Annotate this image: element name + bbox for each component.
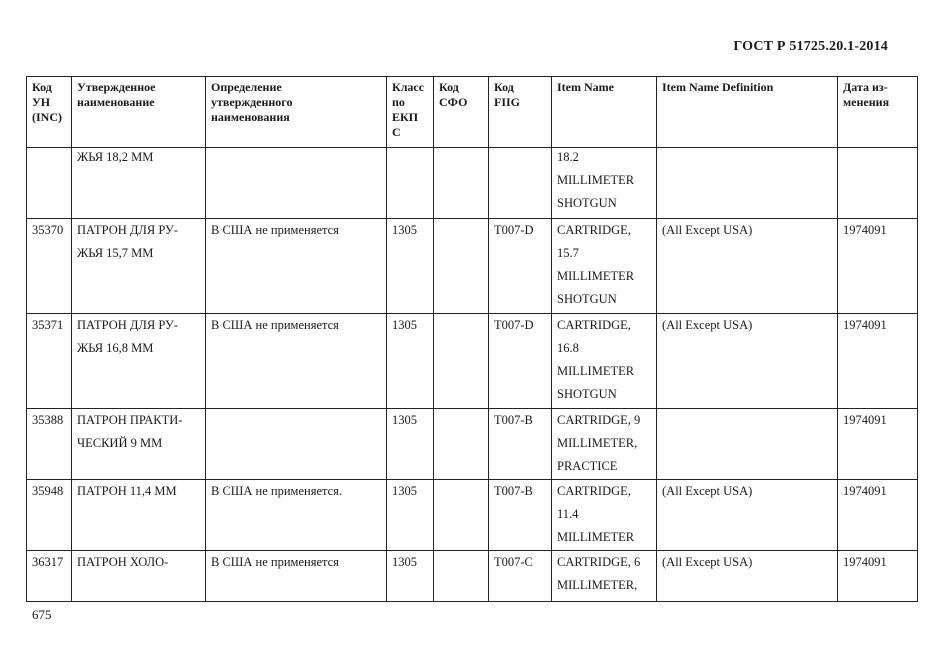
cell-class: 1305 (387, 219, 434, 314)
page-number: 675 (32, 607, 52, 622)
table-row (27, 314, 918, 409)
column-header-change-date: Дата из- менения (838, 77, 918, 148)
cell-inc: 35948 (27, 480, 72, 551)
standard-number-header: ГОСТ Р 51725.20.1-2014 (733, 39, 888, 54)
cell-approved-name: ПАТРОН ХОЛО- (72, 551, 206, 602)
cell-approved-name: ЖЬЯ 18,2 ММ (72, 148, 206, 219)
cell-item-name-definition: (All Except USA) (657, 551, 838, 602)
table-row (27, 551, 918, 602)
column-header-sfo: Код СФО (434, 77, 489, 148)
column-header-fiig: Код FIIG (489, 77, 552, 148)
cell-sfo (434, 409, 489, 480)
table-row (27, 219, 918, 314)
cell-definition: В США не применяется (206, 314, 387, 409)
cell-fiig: T007-D (489, 314, 552, 409)
cell-inc: 36317 (27, 551, 72, 602)
cell-change-date: 1974091 (838, 314, 918, 409)
cell-item-name-definition (657, 148, 838, 219)
cell-class: 1305 (387, 314, 434, 409)
cell-item-name-definition: (All Except USA) (657, 314, 838, 409)
cell-item-name: CARTRIDGE, 6 MILLIMETER, (552, 551, 657, 602)
cell-item-name: CARTRIDGE, 9 MILLIMETER, PRACTICE (552, 409, 657, 480)
cell-change-date: 1974091 (838, 409, 918, 480)
cell-approved-name: ПАТРОН ПРАКТИ- ЧЕСКИЙ 9 ММ (72, 409, 206, 480)
cell-inc (27, 148, 72, 219)
cell-item-name: CARTRIDGE, 11.4 MILLIMETER (552, 480, 657, 551)
cell-change-date: 1974091 (838, 480, 918, 551)
cell-sfo (434, 219, 489, 314)
cell-item-name-definition: (All Except USA) (657, 219, 838, 314)
cell-class (387, 148, 434, 219)
cell-approved-name: ПАТРОН 11,4 ММ (72, 480, 206, 551)
cell-fiig: T007-B (489, 480, 552, 551)
cell-sfo (434, 314, 489, 409)
cell-change-date: 1974091 (838, 551, 918, 602)
cell-item-name: 18.2 MILLIMETER SHOTGUN (552, 148, 657, 219)
table-row (27, 409, 918, 480)
cell-definition (206, 409, 387, 480)
cell-fiig: T007-D (489, 219, 552, 314)
cell-fiig: T007-C (489, 551, 552, 602)
cell-sfo (434, 551, 489, 602)
cell-inc: 35388 (27, 409, 72, 480)
column-header-item-name: Item Name (552, 77, 657, 148)
cell-item-name: CARTRIDGE, 16.8 MILLIMETER SHOTGUN (552, 314, 657, 409)
cell-definition (206, 148, 387, 219)
column-header-class: Класс по ЕКП С (387, 77, 434, 148)
table-row (27, 480, 918, 551)
column-header-definition: Определение утвержденного наименования (206, 77, 387, 148)
cell-approved-name: ПАТРОН ДЛЯ РУ- ЖЬЯ 16,8 ММ (72, 314, 206, 409)
cell-class: 1305 (387, 551, 434, 602)
cell-definition: В США не применяется (206, 551, 387, 602)
cell-approved-name: ПАТРОН ДЛЯ РУ- ЖЬЯ 15,7 ММ (72, 219, 206, 314)
cell-change-date (838, 148, 918, 219)
table-header-row (27, 77, 918, 148)
cell-inc: 35371 (27, 314, 72, 409)
cell-item-name: CARTRIDGE, 15.7 MILLIMETER SHOTGUN (552, 219, 657, 314)
cell-item-name-definition (657, 409, 838, 480)
column-header-item-name-definition: Item Name Definition (657, 77, 838, 148)
table-row (27, 148, 918, 219)
cell-fiig: T007-B (489, 409, 552, 480)
cell-class: 1305 (387, 480, 434, 551)
cell-change-date: 1974091 (838, 219, 918, 314)
cell-sfo (434, 480, 489, 551)
cell-definition: В США не применяется (206, 219, 387, 314)
catalog-table (26, 76, 918, 602)
cell-class: 1305 (387, 409, 434, 480)
column-header-inc: Код УН (INC) (27, 77, 72, 148)
cell-item-name-definition: (All Except USA) (657, 480, 838, 551)
cell-definition: В США не применяется. (206, 480, 387, 551)
cell-sfo (434, 148, 489, 219)
cell-inc: 35370 (27, 219, 72, 314)
column-header-approved-name: Утвержденное наименование (72, 77, 206, 148)
cell-fiig (489, 148, 552, 219)
